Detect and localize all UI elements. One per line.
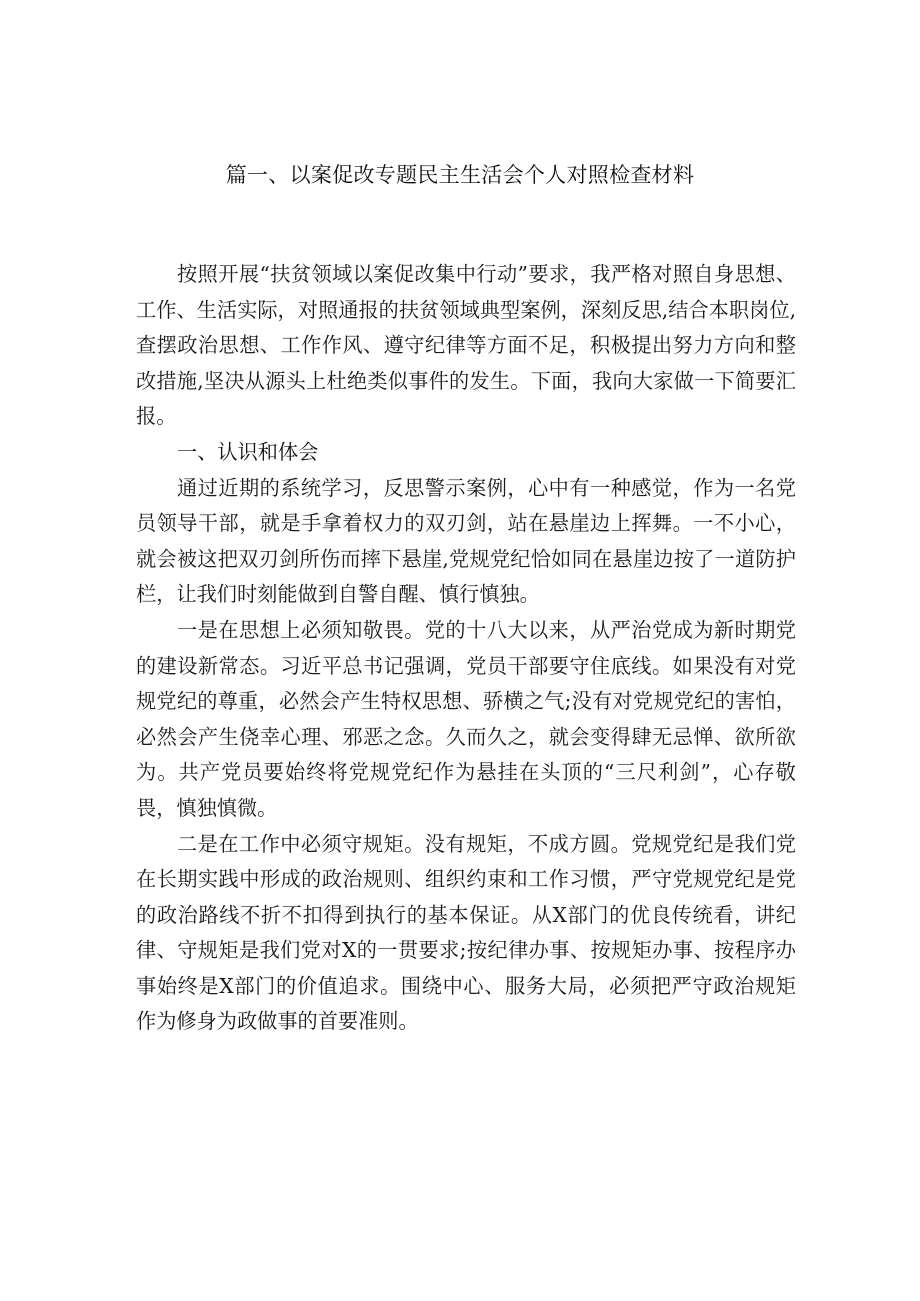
section-heading: 一、认识和体会 [177, 439, 319, 464]
document-body [136, 257, 796, 1040]
intro-paragraph: 按照开展“扶贫领域以案促改集中行动”要求，我严格对照自身思想、工作、生活实际，对照通报的扶贫领域典型案例，深刻反思,结合本职岗位,查摆政治思想、工作作风、遵守纪律等方面不足，积极提出努力方向和整改措施,坚决从源头上杜绝类似事件的发生。下面，我向大家做一下简要汇报。 [136, 262, 796, 429]
awe-paragraph: 一是在思想上必须知敬畏。党的十八大以来，从严治党成为新时期党的建设新常态。习近平总书记强调，党员干部要守住底线。如果没有对党规党纪的尊重，必然会产生特权思想、骄横之气;没有对党规党纪的害怕，必然会产生侥幸心理、邪恶之念。久而久之，就会变得肆无忌惮、欲所欲为。共产党员要始终将党规党纪作为悬挂在头顶的“三尺利剑”，心存敬畏，慎独慎微。 [136, 617, 796, 820]
rules-paragraph: 二是在工作中必须守规矩。没有规矩，不成方圆。党规党纪是我们党在长期实践中形成的政治规则、组织约束和工作习惯，严守党规党纪是党的政治路线不折不扣得到执行的基本保证。从X部门的优良传统看，讲纪律、守规矩是我们党对X的一贯要求;按纪律办事、按规矩办事、按程序办事始终是X部门的价值追求。围绕中心、服务大局，必须把严守政治规矩作为修身为政做事的首要准则。 [136, 831, 796, 1034]
reflection-paragraph: 通过近期的系统学习，反思警示案例，心中有一种感觉，作为一名党员领导干部，就是手拿着权力的双刃剑，站在悬崖边上挥舞。一不小心，就会被这把双刃剑所伤而摔下悬崖,党规党纪恰如同在悬崖边按了一道防护栏，让我们时刻能做到自警自醒、慎行慎独。 [136, 475, 796, 607]
document-title: 篇一、以案促改专题民主生活会个人对照检查材料 [225, 163, 695, 187]
